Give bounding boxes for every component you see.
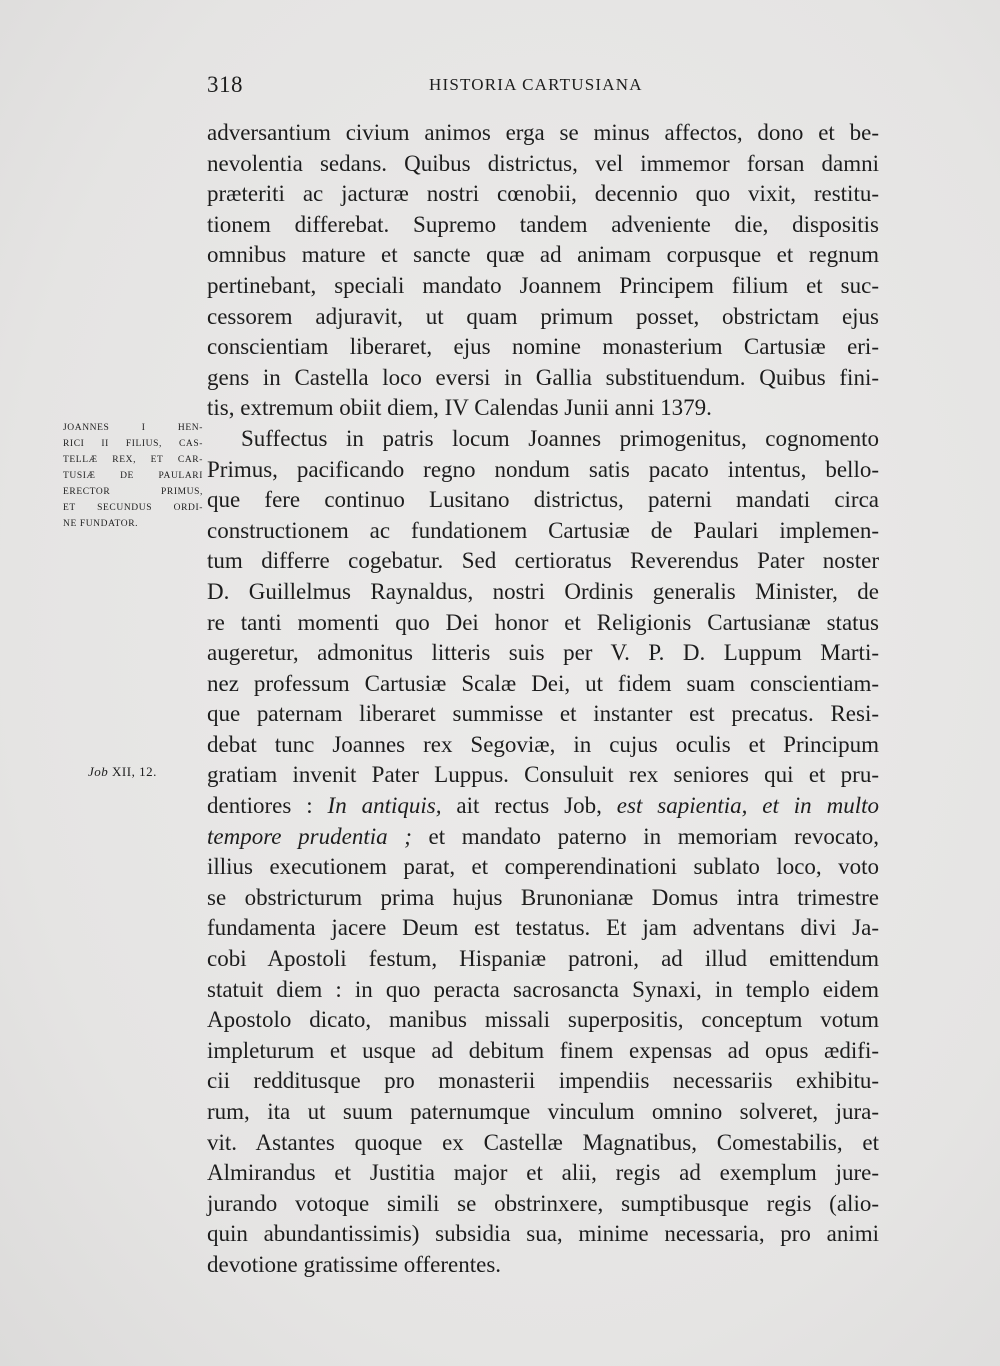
text-line-with-italics (207, 791, 879, 822)
text-line: rum, ita ut suum paternumque vinculum omnino solveret, jura- (207, 1099, 879, 1124)
text-line: Apostolo dicato, manibus missali superpositis, conceptum votum (207, 1007, 879, 1033)
body-text (207, 118, 879, 1281)
text-line: nevolentia sedans. Quibus districtus, vel immemor forsan damni (207, 150, 879, 176)
text-line: præteriti ac jacturæ nostri cœnobii, decennio quo vixit, restitu- (207, 181, 879, 207)
text-line: quin abundantissimis) subsidia sua, minime necessaria, pro animi (207, 1221, 879, 1247)
text-line: que paternam liberaret summisse et instanter est precatus. Resi- (207, 701, 879, 727)
margin-note-line: TELLÆ REX, ET CAR- (63, 455, 203, 465)
text-line: fundamenta jacere Deum est testatus. Et jam adventans divi Ja- (207, 915, 879, 941)
text-line: devotione gratissime offerentes. (207, 1251, 502, 1277)
text-line: augeretur, admonitus litteris suis per V. P. D. Luppum Marti- (207, 640, 879, 666)
text-line-with-italics (207, 822, 879, 853)
text-line: Primus, pacificando regno nondum satis pacato intentus, bello- (207, 456, 879, 482)
text-line: illius executionem parat, et comperendinationi sublato loco, voto (207, 854, 879, 880)
text-line: Suffectus in patris locum Joannes primogenitus, cognomento (241, 425, 879, 451)
text-line: statuit diem : in quo peracta sacrosancta Synaxi, in templo eidem (207, 976, 879, 1002)
text-line: debat tunc Joannes rex Segoviæ, in cujus oculis et Principum (207, 731, 879, 757)
page-number: 318 (207, 72, 243, 97)
text-line: tis, extremum obiit diem, IV Calendas Junii anni 1379. (207, 395, 712, 421)
reference-chapter-verse: XII, 12. (112, 764, 157, 779)
margin-note-line: TUSIÆ DE PAULARI (63, 471, 203, 481)
text-line: gratiam invenit Pater Luppus. Consuluit rex seniores qui et pru- (207, 762, 879, 788)
margin-note-line: NE FUNDATOR. (63, 519, 139, 529)
margin-note-line: JOANNES I HEN- (63, 423, 203, 433)
text-line: constructionem ac fundationem Cartusiæ de Paulari implemen- (207, 517, 879, 543)
italic-quote: In antiquis, (327, 793, 442, 819)
text-line: gens in Castella loco eversi in Gallia substituendum. Quibus fini- (207, 364, 879, 390)
text-line: pertinebant, speciali mandato Joannem Principem filium et suc- (207, 272, 879, 298)
running-head (207, 72, 879, 102)
text-line: se obstricturum prima hujus Brunonianæ Domus intra trimestre (207, 884, 879, 910)
text-line: cessorem adjuravit, ut quam primum posset, obstrictam ejus (207, 303, 879, 329)
text-line: impleturum et usque ad debitum finem expensas ad opus ædifi- (207, 1037, 879, 1063)
text-line: re tanti momenti quo Dei honor et Religionis Cartusianæ status (207, 609, 879, 635)
text-segment: dentiores : (207, 793, 328, 819)
text-line: tum differre cogebatur. Sed certioratus Reverendus Pater noster (207, 548, 879, 574)
text-line: nez professum Cartusiæ Scalæ Dei, ut fidem suam conscientiam- (207, 670, 879, 696)
text-segment: ait rectus Job, (441, 793, 617, 819)
margin-note-line: ET SECUNDUS ORDI- (63, 503, 203, 513)
text-line: tionem differebat. Supremo tandem adveniente die, dispositis (207, 211, 879, 237)
text-line: jurando votoque simili se obstrinxere, sumptibusque regis (alio- (207, 1190, 879, 1216)
text-line: cii redditusque pro monasterii impendiis necessariis exhibitu- (207, 1068, 879, 1094)
text-line: D. Guillelmus Raynaldus, nostri Ordinis generalis Minister, de (207, 578, 879, 604)
text-line: omnibus mature et sancte quæ ad animam corpusque et regnum (207, 242, 879, 268)
margin-note-line: RICI II FILIUS, CAS- (63, 439, 203, 449)
running-title: HISTORIA CARTUSIANA (429, 75, 643, 94)
text-line: cobi Apostoli festum, Hispaniæ patroni, ad illud emittendum (207, 946, 879, 972)
margin-note (63, 420, 203, 532)
margin-note-line: ERECTOR PRIMUS, (63, 487, 203, 497)
text-line: conscientiam liberaret, ejus nomine monasterium Cartusiæ eri- (207, 334, 879, 360)
italic-quote: est sapientia, et in multo (616, 793, 879, 819)
text-segment: et mandato paterno in memoriam revocato, (411, 823, 879, 849)
reference-book: Job (88, 764, 109, 779)
text-line: que fere continuo Lusitano districtus, paterni mandati circa (207, 487, 879, 513)
italic-quote: tempore prudentia ; (207, 823, 412, 849)
text-line: adversantium civium animos erga se minus affectos, dono et be- (207, 120, 879, 145)
text-line: Almirandus et Justitia major et alii, regis ad exemplum jure- (207, 1160, 879, 1186)
text-line: vit. Astantes quoque ex Castellæ Magnatibus, Comestabilis, et (207, 1129, 879, 1155)
reference-note (88, 764, 157, 780)
